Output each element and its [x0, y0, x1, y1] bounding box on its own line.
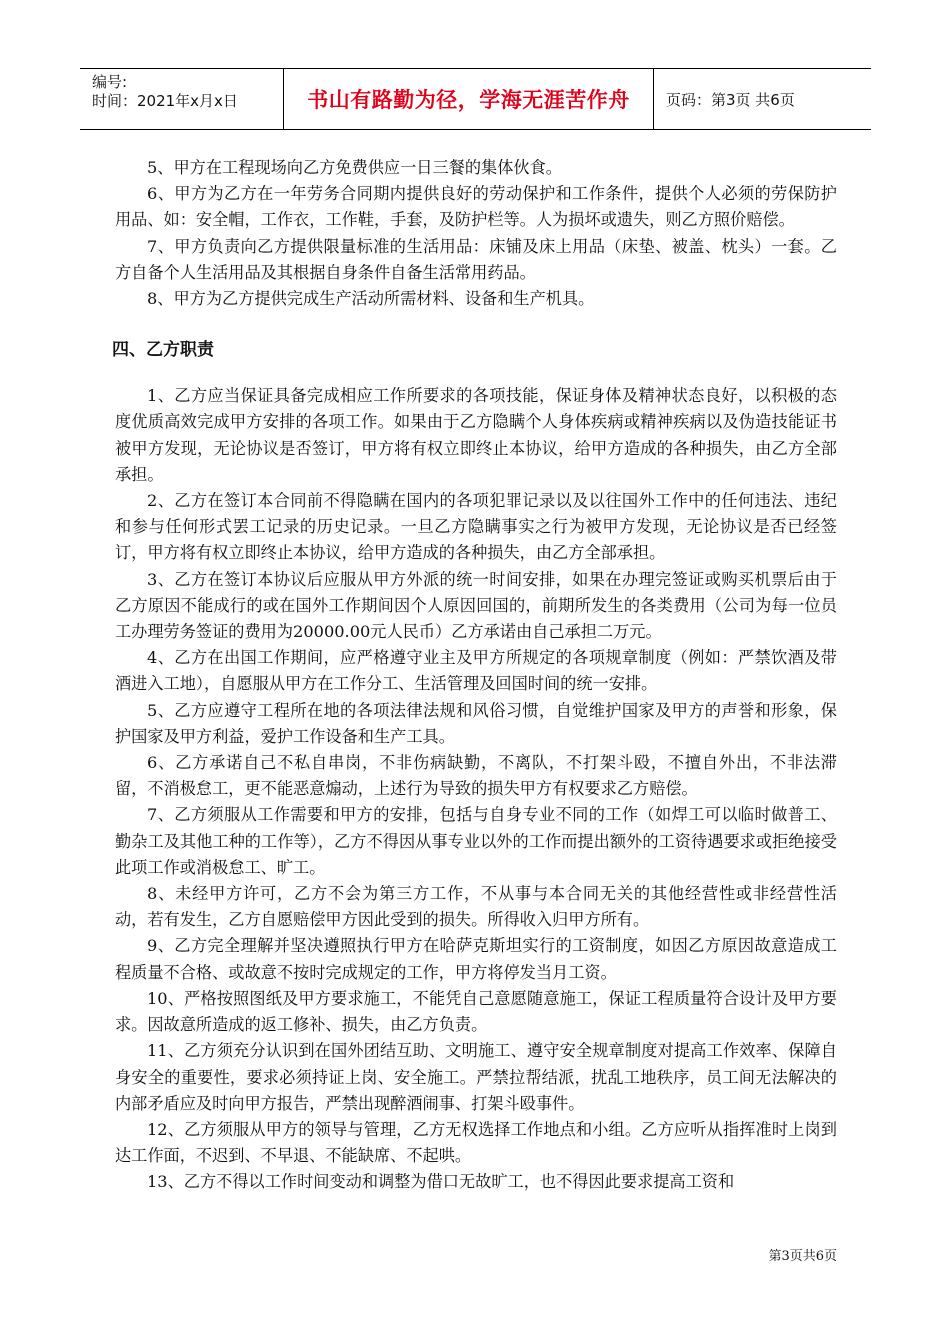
paragraph: 5、甲方在工程现场向乙方免费供应一日三餐的集体伙食。 [147, 158, 562, 177]
paragraph: 3、乙方在签订本协议后应服从甲方外派的统一时间安排，如果在办理完签证或购买机票后由于乙方原因不能成行的或在国外工作期间因个人原因回国的，前期所发生的各类费用（公司为每一位员工办理劳务签证的费用为20000.00元人民币）乙方承诺由自己承担二万元。 [115, 569, 837, 642]
section-title: 四、乙方职责 [112, 340, 214, 361]
header-motto: 书山有路勤为径，学海无涯苦作舟 [284, 69, 654, 129]
paragraph: 6、乙方承诺自己不私自串岗，不非伤病缺勤，不离队，不打架斗殴，不擅自外出，不非法滞留，不消极怠工，更不能恶意煽动，上述行为导致的损失甲方有权要求乙方赔偿。 [115, 753, 837, 799]
paragraph: 13、乙方不得以工作时间变动和调整为借口无故旷工，也不得因此要求提高工资和 [147, 1172, 735, 1192]
paragraph: 2、乙方在签订本合同前不得隐瞒在国内的各项犯罪记录以及以往国外工作中的任何违法、违纪和参与任何形式罢工记录的历史记录。一旦乙方隐瞒事实之行为被甲方发现，无论协议是否已经签订，甲方将有权立即终止本协议，给甲方造成的各种损失，由乙方全部承担。 [115, 491, 837, 563]
number-label: 编号: [92, 73, 128, 91]
paragraph: 4、乙方在出国工作期间，应严格遵守业主及甲方所规定的各项规章制度（例如：严禁饮酒及带酒进入工地），自愿服从甲方在工作分工、生活管理及回国时间的统一安排。 [115, 648, 837, 694]
paragraph: 12、乙方须服从甲方的领导与管理，乙方无权选择工作地点和小组。乙方应听从指挥准时上岗到达工作面，不迟到、不早退、不能缺席、不起哄。 [115, 1119, 837, 1166]
paragraph: 10、严格按照图纸及甲方要求施工，不能凭自己意愿随意施工，保证工程质量符合设计及甲方要求。因故意所造成的返工修补、损失，由乙方负责。 [115, 988, 837, 1035]
paragraph: 5、乙方应遵守工程所在地的各项法律法规和风俗习惯，自觉维护国家及甲方的声誉和形象，保护国家及甲方利益，爱护工作设备和生产工具。 [115, 700, 837, 746]
paragraph: 7、甲方负责向乙方提供限量标准的生活用品：床铺及床上用品（床垫、被盖、枕头）一套。乙方自备个人生活用品及其根据自身条件自备生活常用药品。 [115, 236, 837, 282]
paragraph: 11、乙方须充分认识到在国外团结互助、文明施工、遵守安全规章制度对提高工作效率、保障自身安全的重要性，要求必须持证上岗、安全施工。严禁拉帮结派，扰乱工地秩序，员工间无法解决的内部矛盾应及时向甲方报告，严禁出现醉酒闹事、打架斗殴事件。 [115, 1041, 837, 1113]
paragraph: 7、乙方须服从工作需要和甲方的安排，包括与自身专业不同的工作（如焊工可以临时做普工、勤杂工及其他工种的工作等），乙方不得因从事专业以外的工作而提出额外的工资待遇要求或拒绝接受此项工作或消极怠工、旷工。 [115, 805, 837, 877]
paragraph: 1、乙方应当保证具备完成相应工作所要求的各项技能，保证身体及精神状态良好，以积极的态度优质高效完成甲方安排的各项工作。如果由于乙方隐瞒个人身体疾病或精神疾病以及伪造技能证书被甲方发现，无论协议是否签订，甲方将有权立即终止本协议，给甲方造成的各种损失，由乙方全部承担。 [115, 386, 837, 484]
document-body [112, 155, 837, 1196]
date-label: 时间：2021年x月x日 [92, 92, 238, 110]
header-page-code: 页码：第3页 共6页 [666, 90, 795, 109]
paragraph: 6、甲方为乙方在一年劳务合同期内提供良好的劳动保护和工作条件，提供个人必须的劳保防护用品、如：安全帽，工作衣，工作鞋，手套，及防护栏等。人为损坏或遗失，则乙方照价赔偿。 [115, 184, 837, 230]
paragraph: 9、乙方完全理解并坚决遵照执行甲方在哈萨克斯坦实行的工资制度，如因乙方原因故意造成工程质量不合格、或故意不按时完成规定的工作，甲方将停发当月工资。 [115, 936, 837, 982]
paragraph: 8、未经甲方许可，乙方不会为第三方工作，不从事与本合同无关的其他经营性或非经营性活动，若有发生，乙方自愿赔偿甲方因此受到的损失。所得收入归甲方所有。 [115, 884, 837, 930]
header-meta [80, 69, 284, 129]
page-footer: 第3页共6页 [768, 1249, 837, 1264]
page-header [80, 68, 871, 130]
paragraph: 8、甲方为乙方提供完成生产活动所需材料、设备和生产机具。 [147, 289, 595, 309]
